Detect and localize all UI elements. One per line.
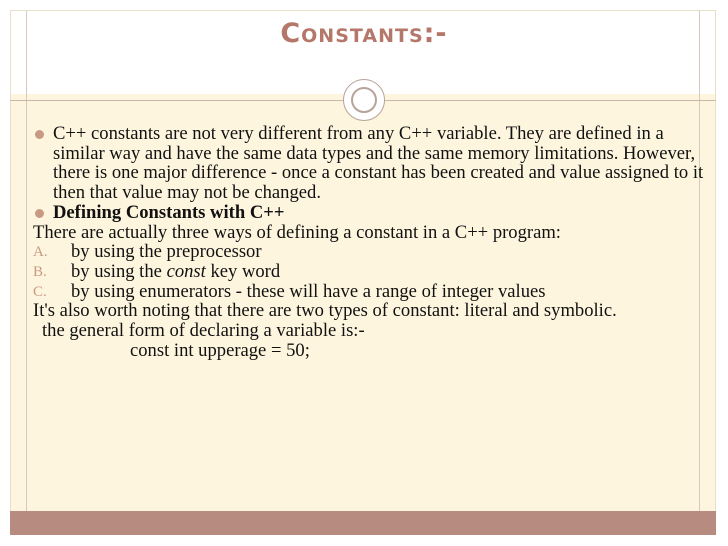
bullet-heading-text: Defining Constants with C++ — [53, 201, 285, 223]
list-marker: B. — [33, 263, 47, 280]
list-item-b — [33, 262, 709, 282]
frame-left-rule — [26, 11, 27, 511]
list-marker: C. — [33, 283, 47, 300]
round-bullet-icon — [35, 130, 44, 139]
code-example: const int upperage = 50; — [130, 339, 310, 361]
list-item-text: by using the — [71, 260, 167, 282]
note-paragraph: It's also worth noting that there are two types of constant: literal and symbolic. — [33, 300, 617, 322]
list-item-c — [33, 282, 709, 302]
bullet-paragraph-constants — [33, 124, 709, 203]
slide-title: Constants:- — [280, 18, 448, 49]
round-bullet-icon — [35, 209, 44, 218]
general-form-paragraph: the general form of declaring a variable is:- — [42, 320, 365, 342]
slide-body — [33, 124, 709, 360]
footer-bar — [10, 511, 716, 535]
list-item-text: by using the preprocessor — [71, 241, 262, 263]
intro-paragraph: There are actually three ways of defining a constant in a C++ program: — [33, 221, 561, 243]
double-ring-ornament-icon — [343, 79, 385, 121]
list-marker: A. — [33, 244, 48, 261]
bullet-heading-defining-constants — [33, 203, 709, 223]
list-item-text-after: key word — [205, 260, 281, 282]
bullet-text: C++ constants are not very different from any C++ variable. They are defined in a similar way and have the same data types and the same memory limitations. However, there is one major difference - once a constant has been created and value assigned to it then that value may not be changed. — [53, 123, 704, 204]
list-item-emphasis: const — [166, 260, 206, 282]
list-item-text: by using enumerators - these will have a range of integer values — [71, 280, 546, 302]
list-item-a — [33, 242, 709, 262]
